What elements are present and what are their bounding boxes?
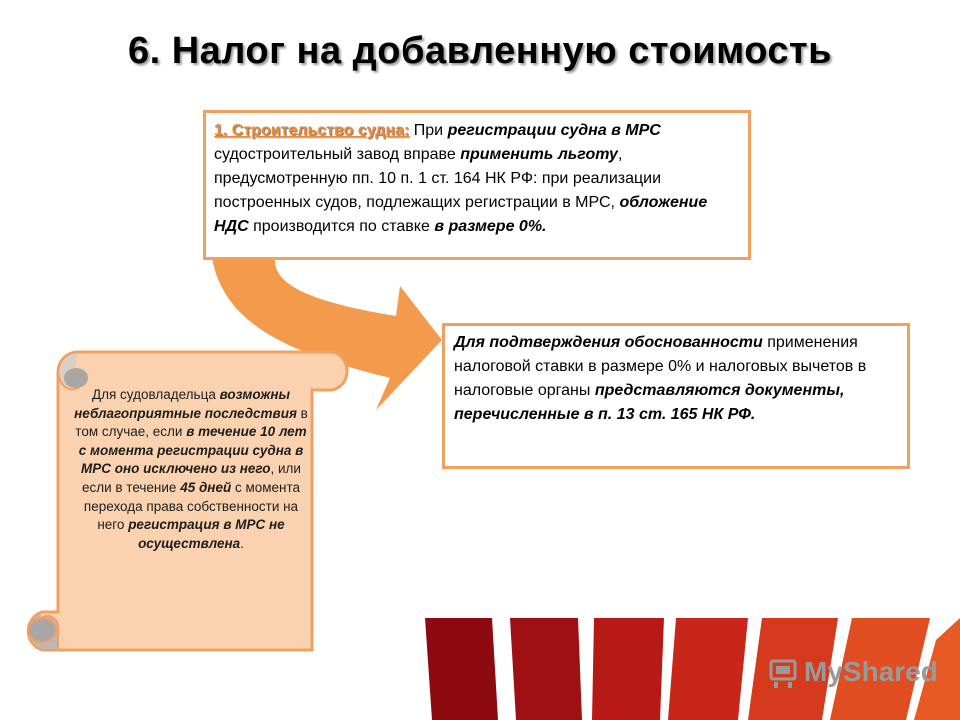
scroll-text-5: , или если в течение <box>81 461 301 495</box>
box1-text-5: , предусмотренную пп. 10 п. 1 ст. 164 НК РФ: при реализации построенных судов, подлежащих регистрации в МРС, <box>214 146 662 211</box>
shipbuilding-info-box <box>203 110 751 260</box>
box2-text-2: применения налоговой ставки в размере 0% и налоговых вычетов в налоговые органы <box>454 334 867 399</box>
box1-text-6: обложение НДС <box>214 194 708 235</box>
scroll-text-1: Для судовладельца <box>91 387 220 402</box>
shipowner-consequences-text <box>71 386 311 553</box>
scroll-text-7: с момента перехода права собственности на него <box>83 479 301 533</box>
box1-text-3: судостроительный завод вправе <box>214 146 461 163</box>
myshared-logo-text: MyShared <box>804 656 938 687</box>
documents-info-box <box>442 323 910 469</box>
box1-text-7: производится по ставке <box>248 218 435 235</box>
scroll-text-9: . <box>240 535 244 551</box>
box1-text-1: При <box>409 122 448 139</box>
slide-title: 6. Налог на добавленную стоимость <box>127 30 833 72</box>
box2-text-3: представляются документы, перечисленные в п. 13 ст. 165 НК РФ. <box>454 382 845 423</box>
box2-text-1: Для подтверждения обоснованности <box>454 334 763 351</box>
scroll-text-8: регистрация в МРС не осуществлена <box>128 517 285 551</box>
shipbuilding-label: 1. Строительство судна: <box>214 122 410 139</box>
scroll-text-2: возможны неблагоприятные последствия <box>74 387 297 421</box>
box1-text-2: регистрации судна в МРС <box>447 122 661 139</box>
box1-text-8: в размере 0%. <box>434 218 547 235</box>
box1-text-4: применить льготу <box>460 146 618 163</box>
scroll-text-4: в течение 10 лет с момента регистрации судна в МРС оно исключено из него <box>78 424 307 477</box>
scroll-text-6: 45 дней <box>180 479 232 495</box>
myshared-logo <box>768 654 938 698</box>
scroll-text-3: в том случае, если <box>75 405 308 440</box>
myshared-logo-icon <box>768 658 798 690</box>
